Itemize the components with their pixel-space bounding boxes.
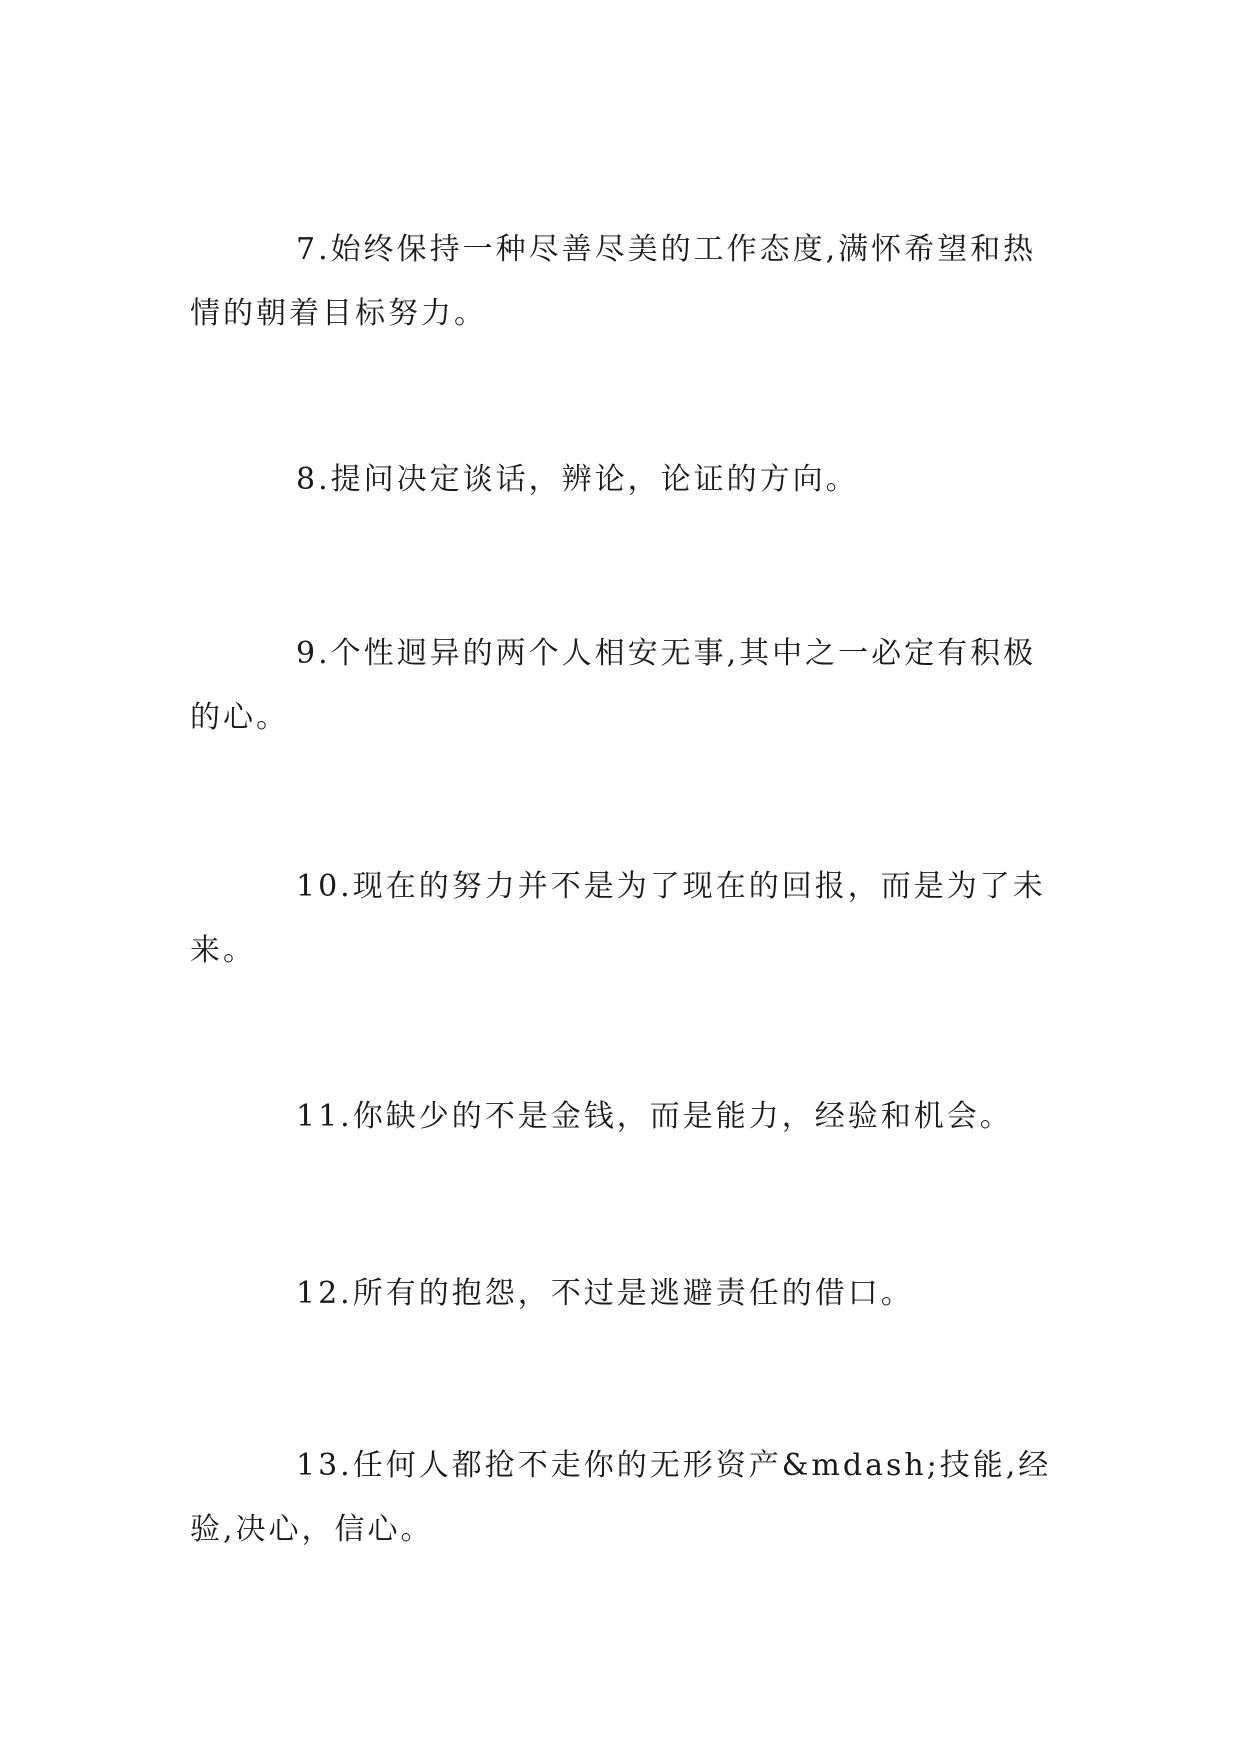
paragraph-8: 8.提问决定谈话，辨论，论证的方向。: [296, 462, 859, 497]
paragraph-10: 10.现在的努力并不是为了现在的回报，而是为了未来。: [190, 869, 1046, 968]
paragraph-12: 12.所有的抱怨，不过是逃避责任的借口。: [296, 1276, 914, 1311]
paragraph-7: 7.始终保持一种尽善尽美的工作态度,满怀希望和热情的朝着目标努力。: [190, 232, 1037, 331]
paragraph-11: 11.你缺少的不是金钱，而是能力，经验和机会。: [296, 1099, 1013, 1134]
paragraph-13: 13.任何人都抢不走你的无形资产&mdash;技能,经验,决心，信心。: [190, 1448, 1052, 1547]
paragraph-9: 9.个性迥异的两个人相安无事,其中之一必定有积极的心。: [190, 636, 1037, 735]
